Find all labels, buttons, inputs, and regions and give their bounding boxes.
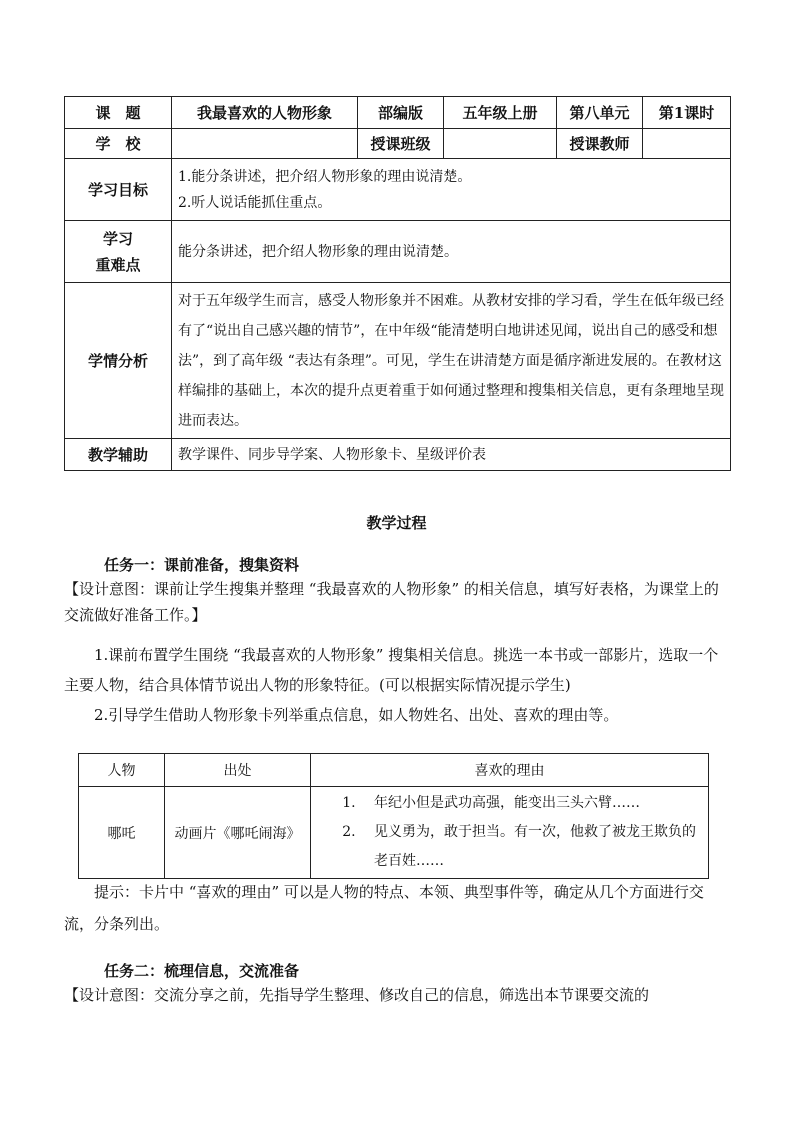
reason-item-2: 2. 见义勇为，敢于担当。有一次，他救了被龙王欺负的老百姓……: [360, 818, 707, 876]
process-title: 教学过程: [366, 514, 427, 532]
card-row-nezha: [79, 787, 709, 879]
topic-value: 我最喜欢的人物形象: [172, 97, 358, 129]
info-row-topic: [65, 97, 731, 129]
class-value[interactable]: [444, 129, 557, 159]
info-row-aids: [65, 439, 731, 471]
info-row-analysis: [65, 283, 731, 439]
card-header-reasons: 喜欢的理由: [311, 754, 709, 787]
keypoints-label-line-2: 重难点: [95, 255, 141, 274]
task1-step1: 1.课前布置学生围绕 “我最喜欢的人物形象” 搜集相关信息。挑选一本书或一部影片，选取一个主要人物，结合具体情节说出人物的形象特征。(可以根据实际情况提示学生): [64, 646, 719, 694]
school-value[interactable]: [172, 129, 358, 159]
info-row-keypoints: [65, 221, 731, 283]
info-row-goals: [65, 159, 731, 221]
goals-label: 学习目标: [65, 159, 172, 221]
reasons-list: [312, 789, 707, 876]
class-label: 授课班级: [358, 129, 444, 159]
analysis-content: 对于五年级学生而言，感受人物形象并不困难。从教材安排的学习看，学生在低年级已经有了“说出自己感兴趣的情节”，在中年级“能清楚明白地讲述见闻，说出自己的感受和想法”，到了高年级 “表达有条理”。可见，学生在讲清楚方面是循序渐进发展的。在教材这样编排的基础上，本次的提升点更着重于如何通过整理和搜集相关信息，更有条理地呈现进而表达。: [172, 283, 731, 439]
reason-item-1: 1. 年纪小但是武功高强，能变出三头六臂……: [360, 789, 707, 818]
goal-line-2: 2.听人说话能抓住重点。: [178, 194, 332, 211]
task2-intent: 【设计意图：交流分享之前，先指导学生整理、修改自己的信息，筛选出本节课要交流的: [64, 986, 650, 1004]
school-label: 学 校: [65, 129, 172, 159]
keypoints-label-line-1: 学习: [102, 229, 133, 248]
character-card-table: [78, 753, 709, 879]
analysis-label: 学情分析: [65, 283, 172, 439]
info-row-school: [65, 129, 731, 159]
task1-step2: 2.引导学生借助人物形象卡列举重点信息，如人物姓名、出处、喜欢的理由等。: [94, 706, 619, 724]
aids-label: 教学辅助: [65, 439, 172, 471]
teacher-value[interactable]: [643, 129, 731, 159]
grade-cell: 五年级上册: [444, 97, 557, 129]
aids-content: 教学课件、同步导学案、人物形象卡、星级评价表: [172, 439, 731, 471]
task1-title: 任务一：课前准备，搜集资料: [104, 556, 300, 574]
teacher-label: 授课教师: [557, 129, 643, 159]
task2-title: 任务二：梳理信息，交流准备: [104, 962, 300, 980]
card-character: 哪吒: [79, 787, 165, 879]
lesson-info-table: [64, 96, 731, 471]
card-header-row: [79, 754, 709, 787]
keypoints-content: 能分条讲述，把介绍人物形象的理由说清楚。: [172, 221, 731, 283]
goals-content: [172, 159, 731, 221]
topic-label: 课 题: [65, 97, 172, 129]
keypoints-label: [65, 221, 172, 283]
card-source: 动画片《哪吒闹海》: [165, 787, 311, 879]
card-header-source: 出处: [165, 754, 311, 787]
goal-line-1: 1.能分条讲述，把介绍人物形象的理由说清楚。: [178, 168, 472, 185]
task1-intent: 【设计意图：课前让学生搜集并整理 “我最喜欢的人物形象” 的相关信息，填写好表格，为课堂上的交流做好准备工作。】: [64, 580, 719, 624]
unit-cell: 第八单元: [557, 97, 643, 129]
card-hint: 提示：卡片中 “喜欢的理由” 可以是人物的特点、本领、典型事件等，确定从几个方面进行交流，分条列出。: [64, 883, 704, 933]
edition-cell: 部编版: [358, 97, 444, 129]
lesson-cell: 第1课时: [643, 97, 731, 129]
card-reasons: [311, 787, 709, 879]
card-header-character: 人物: [79, 754, 165, 787]
